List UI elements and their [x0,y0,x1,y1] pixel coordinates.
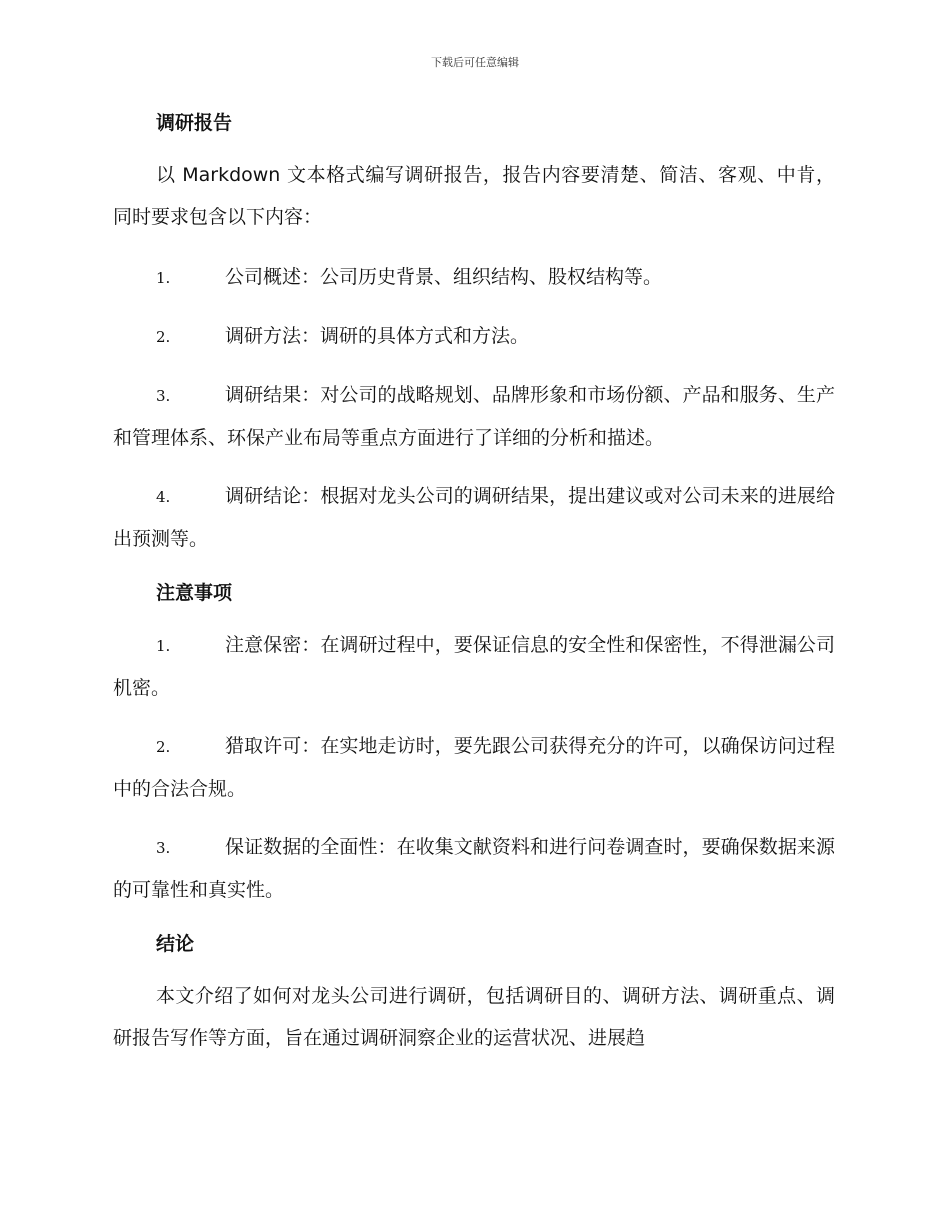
list-item [113,374,835,459]
list-item [113,725,835,810]
list-item [113,826,835,911]
list-item [113,624,835,709]
list-text: 公司概述：公司历史背景、组织结构、股权结构等。 [225,266,663,288]
list-number: 2. [156,328,171,346]
list-text: 调研结果：对公司的战略规划、品牌形象和市场份额、产品和服务、生产和管理体系、环保产业布局等重点方面进行了详细的分析和描述。 [113,384,835,449]
list-text: 调研结论：根据对龙头公司的调研结果，提出建议或对公司未来的进展给出预测等。 [113,485,835,550]
section-title-notes: 注意事项 [156,582,233,604]
document-body [113,108,835,1059]
list-number: 2. [156,738,171,756]
list-text: 调研方法：调研的具体方式和方法。 [225,325,530,347]
list-number: 1. [156,637,171,655]
header-note: 下载后可任意编辑 [431,56,519,69]
list-item [113,315,835,358]
section-title-report: 调研报告 [156,112,233,134]
list-item [113,256,835,299]
report-intro: 以 Markdown 文本格式编写调研报告，报告内容要清楚、简洁、客观、中肯，同时要求包含以下内容： [113,164,835,228]
list-text: 猎取许可：在实地走访时，要先跟公司获得充分的许可，以确保访问过程中的合法合规。 [113,735,835,800]
list-number: 4. [156,488,171,506]
section-title-conclusion: 结论 [156,933,195,955]
list-number: 3. [156,387,171,405]
conclusion-body: 本文介绍了如何对龙头公司进行调研，包括调研目的、调研方法、调研重点、调研报告写作等方面，旨在通过调研洞察企业的运营状况、进展趋 [113,985,835,1049]
list-text: 注意保密：在调研过程中，要保证信息的安全性和保密性，不得泄漏公司机密。 [113,634,835,699]
list-text: 保证数据的全面性：在收集文献资料和进行问卷调查时，要确保数据来源的可靠性和真实性。 [113,836,835,901]
list-number: 1. [156,269,171,287]
list-item [113,475,835,560]
list-number: 3. [156,839,171,857]
